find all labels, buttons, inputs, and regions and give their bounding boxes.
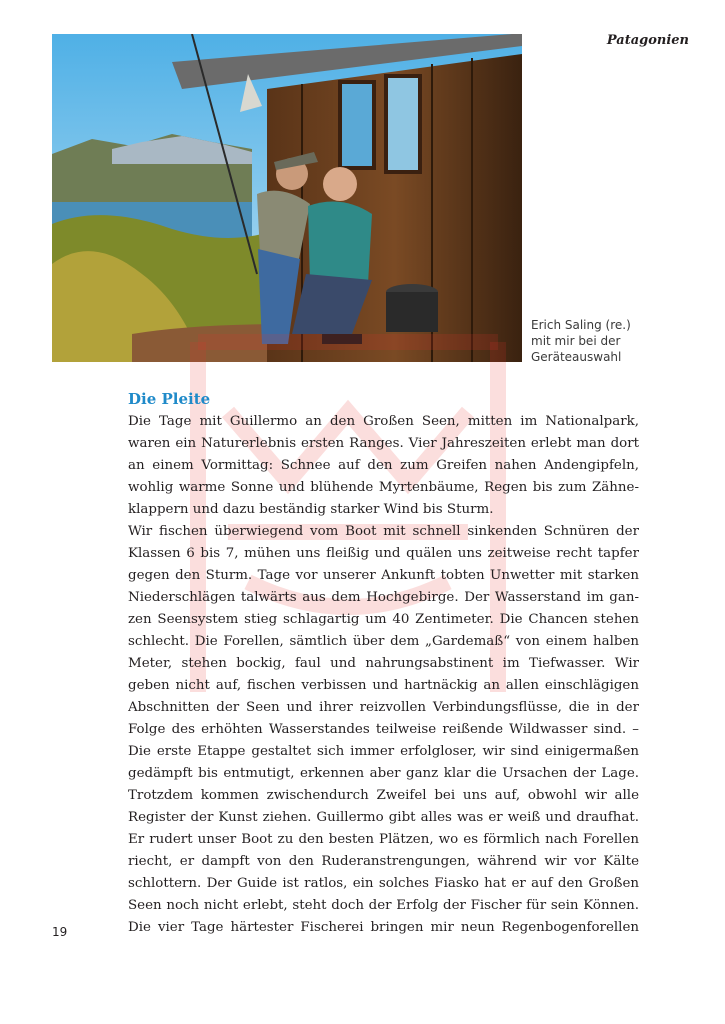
text-line: Die vier Tage härtester Fischerei bringen mir neun Regenbogenforellen: [128, 920, 639, 935]
text-line: Er rudert unser Boot zu den besten Plätzen, wo es förmlich nach Forellen: [128, 832, 639, 847]
text-line: waren ein Naturerlebnis ersten Ranges. Vier Jahreszeiten erlebt man dort: [128, 436, 639, 451]
text-line: geben nicht auf, fischen verbissen und hartnäckig an allen einschlägigen: [128, 678, 639, 693]
section-heading: Die Pleite: [128, 390, 211, 408]
photo: [52, 34, 522, 362]
text-line: Trotzdem kommen zwischendurch Zweifel bei uns auf, obwohl wir alle: [128, 788, 639, 803]
text-line: Niederschlägen talwärts aus dem Hochgebirge. Der Wasserstand im gan-: [128, 590, 639, 605]
text-line: Wir fischen überwiegend vom Boot mit schnell sinkenden Schnüren der: [128, 524, 639, 539]
text-line: an einem Vormittag: Schnee auf den zum Greifen nahen Andengipfeln,: [128, 458, 639, 473]
text-line: Abschnitten der Seen und ihrer reizvollen Verbindungsflüsse, die in der: [128, 700, 639, 715]
page-number: 19: [52, 925, 68, 939]
text-line: Klassen 6 bis 7, mühen uns fleißig und quälen uns zeitweise recht tapfer: [128, 546, 639, 561]
text-line: gegen den Sturm. Tage vor unserer Ankunft tobten Unwetter mit starken: [128, 568, 639, 583]
text-line: schlottern. Der Guide ist ratlos, ein solches Fiasko hat er auf den Großen: [128, 876, 639, 891]
text-line: Folge des erhöhten Wasserstandes teilweise reißende Wildwasser sind. –: [128, 722, 639, 737]
text-line: wohlig warme Sonne und blühende Myrtenbäume, Regen bis zum Zähne-: [128, 480, 639, 495]
text-line: Die erste Etappe gestaltet sich immer erfolgloser, wir sind einigermaßen: [128, 744, 639, 759]
text-line: zen Seensystem stieg schlagartig um 40 Zentimeter. Die Chancen stehen: [128, 612, 639, 627]
text-line: Meter, stehen bockig, faul und nahrungsabstinent im Tiefwasser. Wir: [128, 656, 639, 671]
caption-line: Erich Saling (re.): [531, 318, 631, 332]
running-header-chapter: Patagonien: [606, 33, 689, 48]
text-line: Seen noch nicht erlebt, steht doch der Erfolg der Fischer für sein Können.: [128, 898, 639, 913]
text-line: klappern und dazu beständig starker Wind bis Sturm.: [128, 502, 494, 517]
caption-line: mit mir bei der: [531, 334, 621, 348]
article-body: [128, 411, 639, 939]
text-line: riecht, er dampft von den Ruderanstrengungen, während wir vor Kälte: [128, 854, 639, 869]
text-line: schlecht. Die Forellen, sämtlich über dem „Gardemaß“ von einem halben: [128, 634, 639, 649]
text-line: Register der Kunst ziehen. Guillermo gibt alles was er weiß und draufhat.: [128, 810, 639, 825]
text-line: gedämpft bis entmutigt, erkennen aber ganz klar die Ursachen der Lage.: [128, 766, 639, 781]
caption-line: Geräteauswahl: [531, 350, 622, 364]
text-line: Die Tage mit Guillermo an den Großen Seen, mitten im Nationalpark,: [128, 414, 639, 429]
photo-caption: [531, 317, 671, 365]
